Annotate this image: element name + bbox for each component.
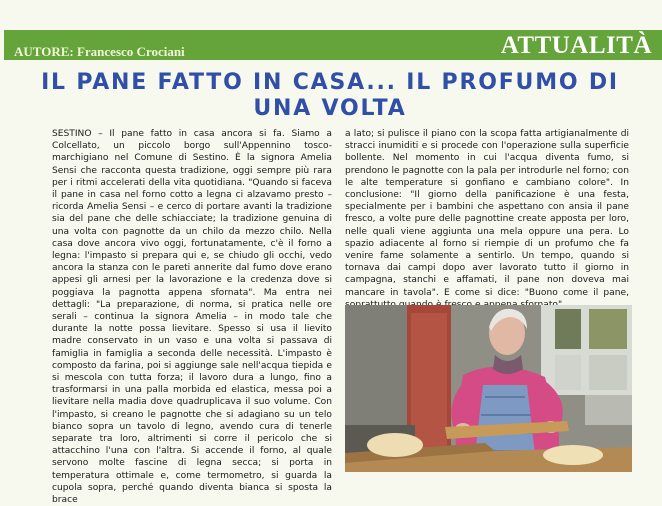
article-headline: IL PANE FATTO IN CASA... IL PROFUMO DI UNA VOLTA	[41, 70, 619, 121]
article-column-left: SESTINO – Il pane fatto in casa ancora si fa. Siamo a Colcellato, un piccolo borgo sull'Appennino tosco-marchigiano nel Comune di Sestino. È la signora Amelia Sensi che racconta questa tradizione, oggi sempre più rara per i ritmi accelerati della vita quotidiana. "Quando si faceva il pane in casa nel forno cotto a legna ci alzavamo presto – ricorda Amelia Sensi – e cerco di portare avanti la tradizione sia del pane che delle schiacciate; la tradizione genuina di una volta con pagnotte da un chilo da mezzo chilo. Nella casa dove ancora vivo oggi, fortunatamente, c'è il forno a legna: l'impasto si prepara qui e, se chiudo gli occhi, vedo ancora la stanza con le pareti annerite dal fumo dove erano appesi gli arnesi per la lavorazione e la credenza dove si poggiava la pagnotta appena sfornata". Ma entra nei dettagli: "La preparazione, di norma, si pratica nelle ore serali – continua la signora Amelia – in modo tale che durante la notte possa lievitare. Spesso si usa il lievito madre conservato in un vaso e una volta si passava di famiglia in famiglia a seconda delle necessità. L'impasto è composto da farina, poi si aggiunge sale nell'acqua tiepida e si mescola con tutta forza; il lavoro dura a lungo, fino a trasformarsi in una palla morbida ed elastica, messa poi a lievitare nella madia dove quadruplicava il suo volume. Con l'impasto, si creano le pagnotte che si adagiano su un telo bianco sopra un tavolo di legno, avendo cura di tenerle separate tra loro, altrimenti si corre il pericolo che si attacchino l'una con l'altra. Si accende il forno, al quale servono molte fascine di legna secca; si porta in temperatura ottimale e, come termometro, si guarda la cupola sopra, perché quando diventa bianca si sposta la brace	[52, 129, 332, 506]
page-top-margin	[0, 0, 662, 30]
author-line: AUTORE: Francesco Crociani	[14, 44, 185, 59]
section-label: ATTUALITÀ	[500, 32, 652, 59]
article-photo	[345, 305, 632, 472]
photo-woman-shaping-bread	[345, 305, 632, 472]
article-column-right: a lato; si pulisce il piano con la scopa fatta artigianalmente di stracci inumiditi e si procede con l'operazione sulla superficie bollente. Nel momento in cui l'acqua diventa fumo, si prendono le pagnotte con la pala per introdurle nel forno; con le alte temperature si gonfiano e cambiano colore". In conclusione: "Il giorno della panificazione è una festa, specialmente per i bambini che aspettano con ansia il pane fresco, a volte pure delle pagnottine create apposta per loro, nelle quali viene aggiunta una mela oppure una pera. Lo spazio adiacente al forno si riempie di un profumo che fa venire fame solamente a sentirlo. Un tempo, quando si tornava dai campi dopo aver lavorato tutto il giorno in campagna, stanchi e affamati, il pane non doveva mai mancare in tavola". E come si dice: "Buono come il pane,	[345, 129, 629, 298]
